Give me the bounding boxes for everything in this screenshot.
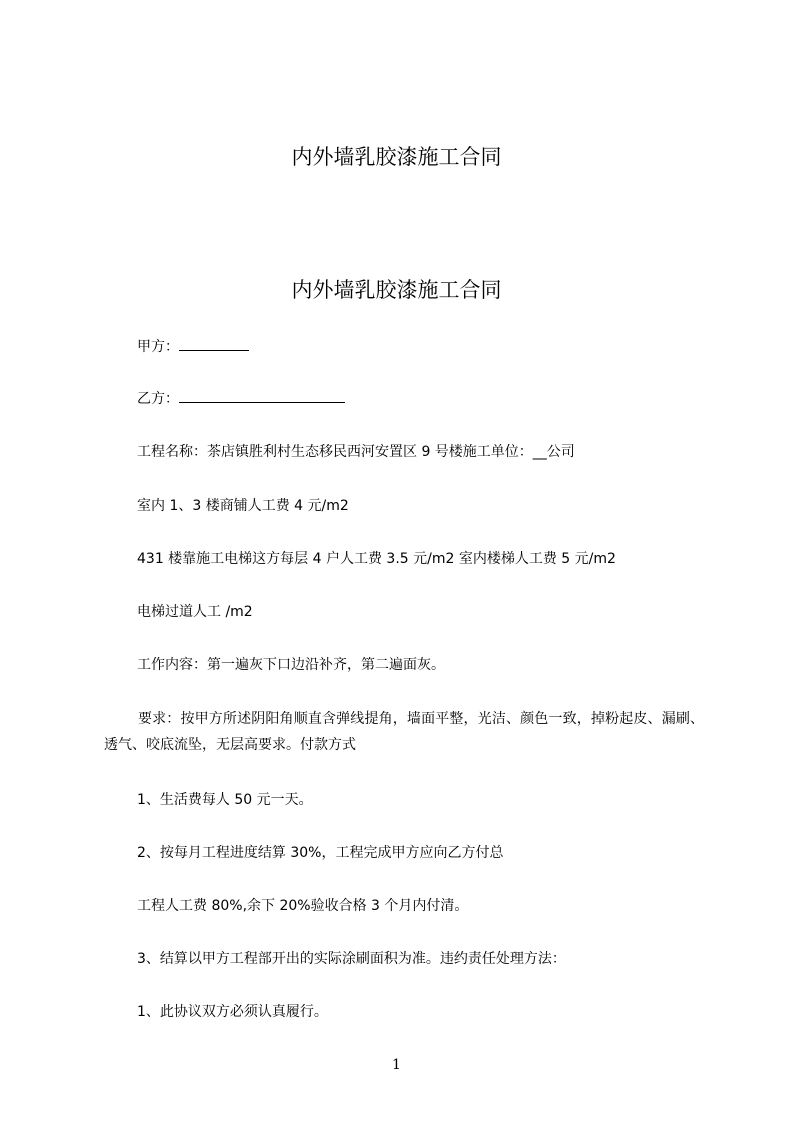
payment-line-2-continued: 工程人工费 80%,余下 20%验收合格 3 个月内付清。 <box>137 898 469 914</box>
party-b-blank <box>179 389 345 403</box>
party-b-line <box>137 389 345 409</box>
work-content-line: 工作内容：第一遍灰下口边沿补齐，第二遍面灰。 <box>137 657 445 673</box>
project-name-line: 工程名称：茶店镇胜利村生态移民西河安置区 9 号楼施工单位：__公司 <box>137 444 575 460</box>
payment-line-2: 2、按每月工程进度结算 30%，工程完成甲方应向乙方付总 <box>137 845 504 861</box>
requirements-paragraph: 要求：按甲方所述阴阳角顺直含弹线提角，墙面平整，光洁、颜色一致，掉粉起皮、漏刷、透气、咬底流坠，无层高要求。付款方式 <box>104 711 704 753</box>
party-b-label: 乙方： <box>137 391 179 407</box>
header-title: 内外墙乳胶漆施工合同 <box>291 145 502 169</box>
fee-line-2: 431 楼靠施工电梯这方每层 4 户人工费 3.5 元/m2 室内楼梯人工费 5 元/m2 <box>137 551 616 567</box>
party-a-blank <box>179 337 249 351</box>
party-a-label: 甲方： <box>137 339 179 355</box>
fee-line-1: 室内 1、3 楼商铺人工费 4 元/m2 <box>137 498 349 514</box>
payment-line-1: 1、生活费每人 50 元一天。 <box>137 792 313 808</box>
breach-line-1: 1、此协议双方必须认真履行。 <box>137 1004 328 1020</box>
main-title: 内外墙乳胶漆施工合同 <box>291 278 502 302</box>
fee-line-3: 电梯过道人工 /m2 <box>137 604 253 620</box>
payment-line-3: 3、结算以甲方工程部开出的实际涂刷面积为准。违约责任处理方法： <box>137 951 566 967</box>
party-a-line <box>137 337 249 357</box>
page-number: 1 <box>392 1057 401 1073</box>
